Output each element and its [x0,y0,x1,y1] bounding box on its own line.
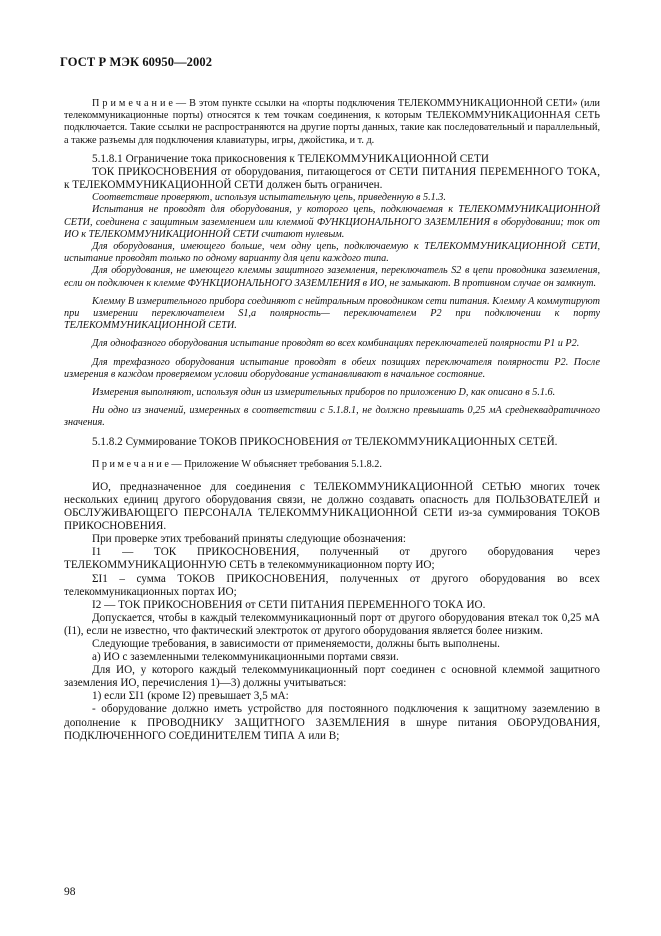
italic-paragraph: Для оборудования, не имеющего клеммы защитного заземления, переключатель S2 в цепи проводника заземления, если он подключен к клемме ФУНКЦИОНАЛЬНОГО ЗАЗЕМЛЕНИЯ в ИО, не замыкают. В противном случае он замкнут. [64,265,600,289]
note-paragraph: П р и м е ч а н и е — Приложение W объясняет требования 5.1.8.2. [92,458,382,470]
page-number: 98 [64,886,76,898]
definition-paragraph: I1 — ТОК ПРИКОСНОВЕНИЯ, полученный от другого оборудования через ТЕЛЕКОММУНИКАЦИОННУЮ СЕТЬ в телекоммуникационном порту ИО; [64,546,600,572]
definition-paragraph: ΣI1 – сумма ТОКОВ ПРИКОСНОВЕНИЯ, полученных от другого оборудования во всех телекоммуникационных портах ИО; [64,572,600,598]
italic-paragraph: Клемму В измерительного прибора соединяют с нейтральным проводником сети питания. Клемму А коммутируют при измерении переключателем S1,a полярность— переключателем P2 при подключении к порту ТЕЛЕКОММУНИКАЦИОННОЙ СЕТИ. [64,295,600,332]
section-heading: 5.1.8.2 Суммирование ТОКОВ ПРИКОСНОВЕНИЯ от ТЕЛЕКОММУНИКАЦИОННЫХ СЕТЕЙ. [92,435,558,448]
italic-paragraph: Ни одно из значений, измеренных в соответствии с 5.1.8.1, не должно превышать 0,25 мА среднеквадратичного значения. [64,405,600,429]
italic-paragraph: Для трехфазного оборудования испытание проводят в обеих позициях переключателя полярности P2. После измерения в каждом проверяемом условии оборудование устанавливают в начальное состояние. [64,356,600,380]
note-paragraph: П р и м е ч а н и е — В этом пункте ссылки на «порты подключения ТЕЛЕКОММУНИКАЦИОННОЙ СЕТИ» (или телекоммуникационные порты) относятся к тем точкам соединения, к которым ТЕЛЕКОММУНИКАЦИОННАЯ СЕТЬ подключается. Такие ссылки не распространяются на другие порты данных, такие как последовательный и параллельный, а также разъемы для подключения клавиатуры, игры, джойстика, и т. д. [64,98,600,146]
body-paragraph: ИО, предназначенное для соединения с ТЕЛЕКОММУНИКАЦИОННОЙ СЕТЬЮ многих точек нескольких единиц другого оборудования связи, не должно создавать опасность для ПОЛЬЗОВАТЕЛЕЙ и ОБСЛУЖИВАЮЩЕГО ПЕРСОНАЛА ТЕЛЕКОММУНИКАЦИОННОЙ СЕТИ из-за суммирования ТОКОВ ПРИКОСНОВЕНИЯ. [64,480,600,533]
body-paragraph: ТОК ПРИКОСНОВЕНИЯ от оборудования, питающегося от СЕТИ ПИТАНИЯ ПЕРЕМЕННОГО ТОКА, к ТЕЛЕКОММУНИКАЦИОННОЙ СЕТИ должен быть ограничен. [64,165,600,191]
list-item: а) ИО с заземленными телекоммуникационными портами связи. [92,651,399,664]
list-item: 1) если ΣI1 (кроме I2) превышает 3,5 мА: [92,690,289,703]
body-paragraph: Допускается, чтобы в каждый телекоммуникационный порт от другого оборудования втекал ток 0,25 мА (I1), если не известно, что фактический электроток от другого оборудования является более низким. [64,611,600,637]
body-paragraph: Для ИО, у которого каждый телекоммуникационный порт соединен с основной клеммой защитного заземления ИО, перечисления 1)—3) должны учитываться: [64,664,600,690]
italic-paragraph: Для однофазного оборудования испытание проводят во всех комбинациях переключателей полярности P1 и P2. [92,338,580,350]
italic-paragraph: Соответствие проверяют, используя испытательную цепь, приведенную в 5.1.3. [92,192,446,204]
italic-paragraph: Испытания не проводят для оборудования, у которого цепь, подключаемая к ТЕЛЕКОММУНИКАЦИОННОЙ СЕТИ, соединена с защитным заземлением или клеммой ФУНКЦИОНАЛЬНОГО ЗАЗЕМЛЕНИЯ в оборудовании; ток от ИО к ТЕЛЕКОММУНИКАЦИОННОЙ СЕТИ считают нулевым. [64,204,600,240]
list-item: - оборудование должно иметь устройство для постоянного подключения к защитному заземлению в дополнение к ПРОВОДНИКУ ЗАЩИТНОГО ЗАЗЕМЛЕНИЯ в шнуре питания ОБОРУДОВАНИЯ, ПОДКЛЮЧЕННОГО СОЕДИНИТЕЛЕМ ТИПА А или В; [64,703,600,742]
document-header: ГОСТ Р МЭК 60950—2002 [60,55,213,69]
section-heading: 5.1.8.1 Ограничение тока прикосновения к ТЕЛЕКОММУНИКАЦИОННОЙ СЕТИ [92,152,489,165]
body-paragraph: Следующие требования, в зависимости от применяемости, должны быть выполнены. [92,637,500,650]
page-body [64,98,600,743]
italic-paragraph: Для оборудования, имеющего больше, чем одну цепь, подключаемую к ТЕЛЕКОММУНИКАЦИОННОЙ СЕТИ, испытание проводят только по одному варианту для цепи каждого типа. [64,240,600,265]
definition-paragraph: I2 — ТОК ПРИКОСНОВЕНИЯ от СЕТИ ПИТАНИЯ ПЕРЕМЕННОГО ТОКА ИО. [92,598,486,611]
body-paragraph: При проверке этих требований приняты следующие обозначения: [92,533,407,546]
italic-paragraph: Измерения выполняют, используя один из измерительных приборов по приложению D, как описано в 5.1.6. [92,386,556,398]
